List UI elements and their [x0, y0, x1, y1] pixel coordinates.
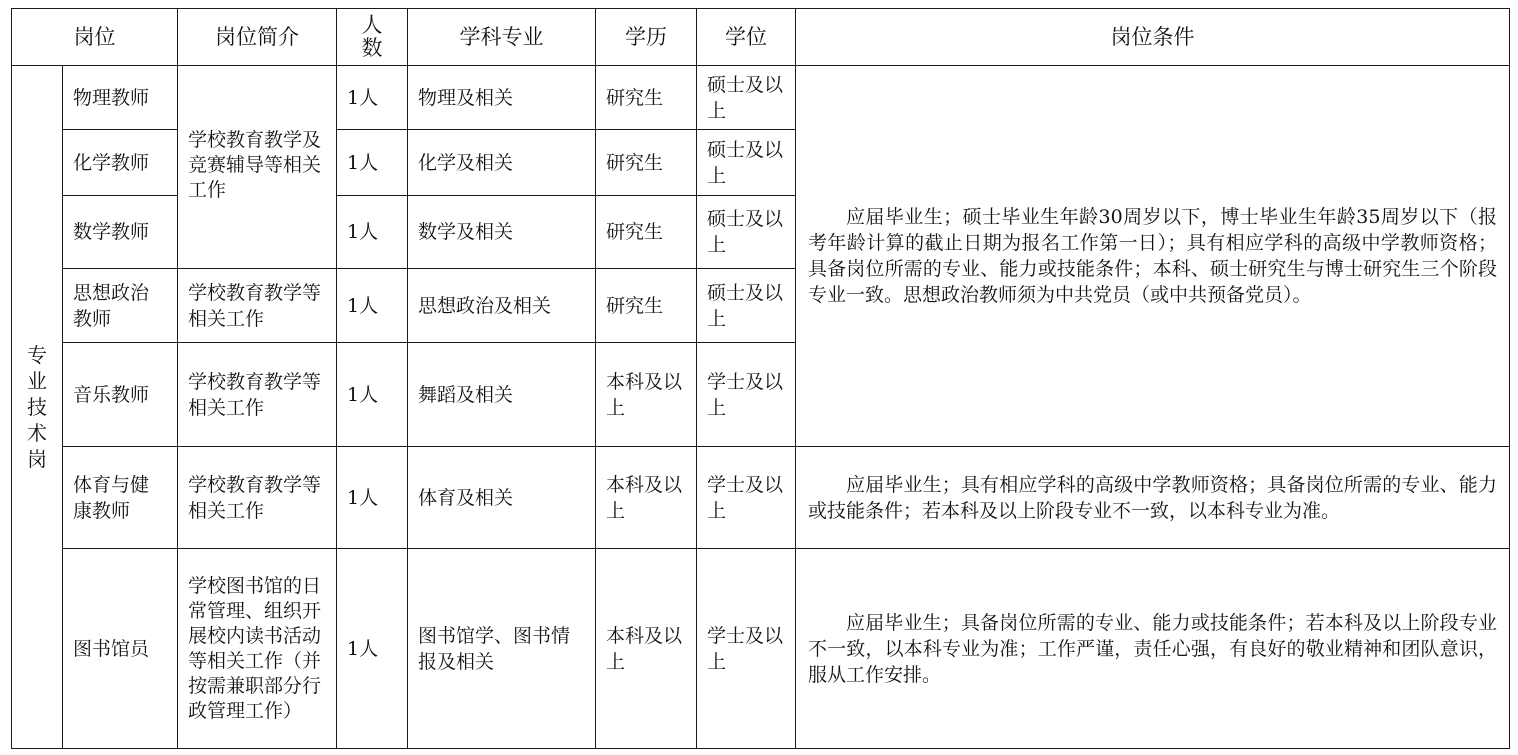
position-degree: 硕士及以上 — [697, 130, 796, 196]
position-name: 物理教师 — [63, 66, 178, 130]
position-education: 本科及以上 — [596, 343, 697, 447]
position-degree: 硕士及以上 — [697, 196, 796, 269]
position-major: 化学及相关 — [408, 130, 596, 196]
position-major: 思想政治及相关 — [408, 269, 596, 343]
position-name: 化学教师 — [63, 130, 178, 196]
header-position: 岗位 — [12, 9, 178, 66]
table-row — [12, 66, 1510, 130]
position-education: 本科及以上 — [596, 549, 697, 749]
position-education: 研究生 — [596, 130, 697, 196]
position-count: 1人 — [337, 447, 408, 549]
position-intro: 学校教育教学等相关工作 — [178, 343, 337, 447]
position-intro: 学校教育教学及竞赛辅导等相关工作 — [178, 66, 337, 269]
position-name: 体育与健康教师 — [63, 447, 178, 549]
position-education: 研究生 — [596, 269, 697, 343]
recruitment-table — [11, 8, 1510, 749]
position-degree: 学士及以上 — [697, 549, 796, 749]
position-major: 舞蹈及相关 — [408, 343, 596, 447]
position-degree: 学士及以上 — [697, 343, 796, 447]
position-major: 数学及相关 — [408, 196, 596, 269]
recruitment-table-container — [11, 8, 1509, 748]
position-intro: 学校图书馆的日常管理、组织开展校内读书活动等相关工作（并按需兼职部分行政管理工作） — [178, 549, 337, 749]
position-count: 1人 — [337, 66, 408, 130]
position-count: 1人 — [337, 343, 408, 447]
table-row — [12, 447, 1510, 549]
position-name: 图书馆员 — [63, 549, 178, 749]
header-major: 学科专业 — [408, 9, 596, 66]
position-degree: 学士及以上 — [697, 447, 796, 549]
position-conditions: 应届毕业生；硕士毕业生年龄30周岁以下，博士毕业生年龄35周岁以下（报考年龄计算的截止日期为报名工作第一日）；具有相应学科的高级中学教师资格；具备岗位所需的专业、能力或技能条件；本科、硕士研究生与博士研究生三个阶段专业一致。思想政治教师须为中共党员（或中共预备党员）。 — [796, 66, 1510, 447]
position-education: 研究生 — [596, 66, 697, 130]
header-row — [12, 9, 1510, 66]
position-major: 物理及相关 — [408, 66, 596, 130]
position-count: 1人 — [337, 196, 408, 269]
position-intro: 学校教育教学等相关工作 — [178, 447, 337, 549]
header-intro: 岗位简介 — [178, 9, 337, 66]
position-conditions: 应届毕业生；具有相应学科的高级中学教师资格；具备岗位所需的专业、能力或技能条件；若本科及以上阶段专业不一致，以本科专业为准。 — [796, 447, 1510, 549]
position-major: 体育及相关 — [408, 447, 596, 549]
position-conditions: 应届毕业生；具备岗位所需的专业、能力或技能条件；若本科及以上阶段专业不一致，以本科专业为准；工作严谨，责任心强，有良好的敬业精神和团队意识，服从工作安排。 — [796, 549, 1510, 749]
position-major: 图书馆学、图书情报及相关 — [408, 549, 596, 749]
position-count: 1人 — [337, 549, 408, 749]
position-name: 思想政治教师 — [63, 269, 178, 343]
position-degree: 硕士及以上 — [697, 269, 796, 343]
category-cell: 专业技术岗 — [12, 66, 63, 749]
header-count: 人数 — [337, 9, 408, 66]
position-name: 音乐教师 — [63, 343, 178, 447]
position-education: 本科及以上 — [596, 447, 697, 549]
header-degree: 学位 — [697, 9, 796, 66]
position-name: 数学教师 — [63, 196, 178, 269]
position-intro: 学校教育教学等相关工作 — [178, 269, 337, 343]
position-education: 研究生 — [596, 196, 697, 269]
position-degree: 硕士及以上 — [697, 66, 796, 130]
header-education: 学历 — [596, 9, 697, 66]
table-row — [12, 549, 1510, 749]
position-count: 1人 — [337, 130, 408, 196]
position-count: 1人 — [337, 269, 408, 343]
header-conditions: 岗位条件 — [796, 9, 1510, 66]
